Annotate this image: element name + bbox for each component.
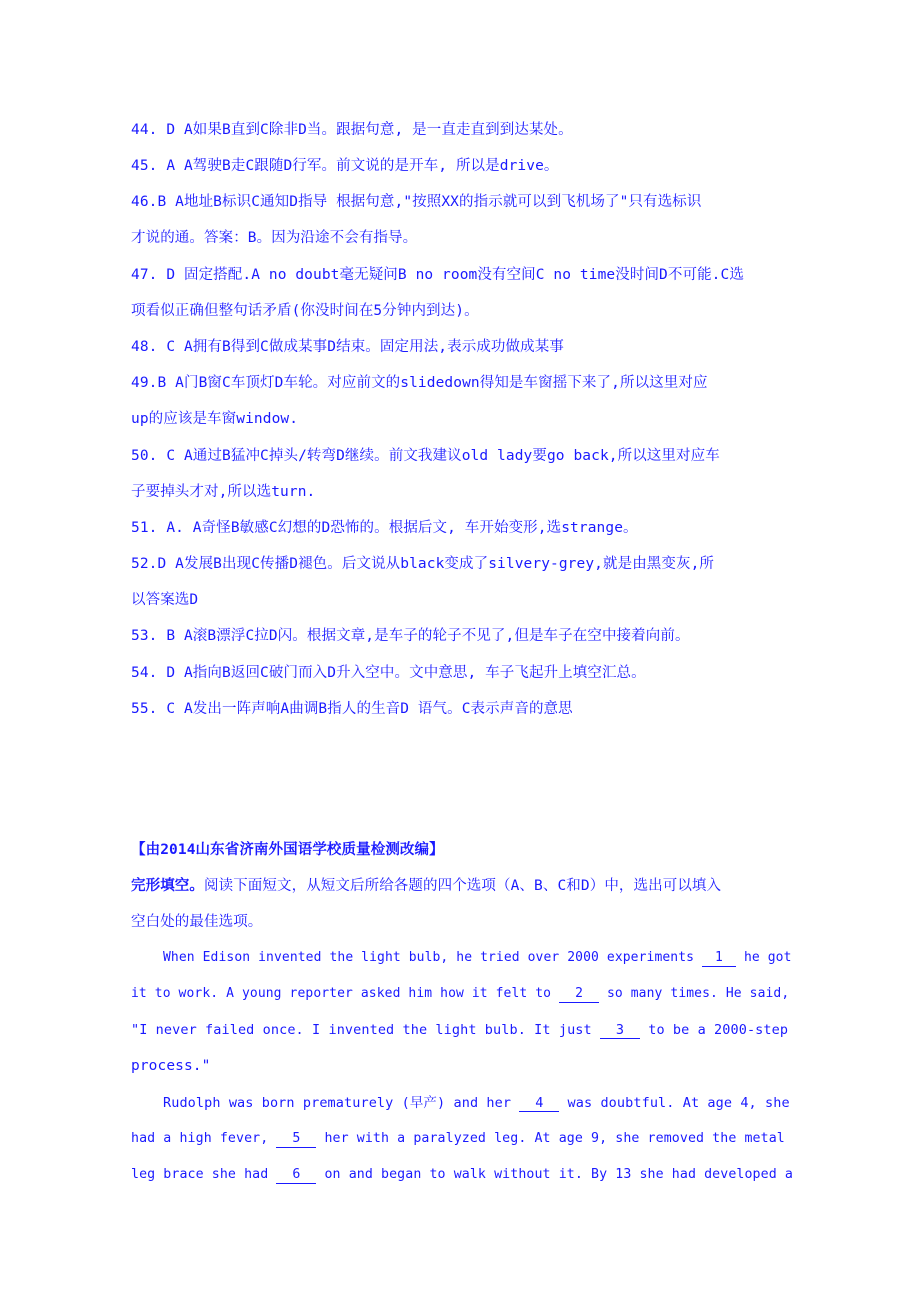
answer-line-46-cont: 才说的通。答案：B。因为沿途不会有指导。 (131, 230, 418, 246)
answer-line-52: 52.D A发展B出现C传播D褪色。后文说从black变成了silvery-grey,就是由黑变灰,所 (131, 556, 715, 572)
instructions-line-2: 空白处的最佳选项。 (131, 914, 263, 930)
passage-text: it to work. A young reporter asked him how it felt to (131, 986, 560, 1001)
passage-line (131, 1165, 793, 1185)
passage-line: process." (131, 1058, 211, 1074)
answer-line-53: 53. B A滚B漂浮C拉D闪。根据文章,是车子的轮子不见了,但是车子在空中接着向前。 (131, 628, 690, 644)
answer-line-52-cont: 以答案选D (131, 592, 199, 608)
blank-2: 2 (559, 986, 599, 1003)
instructions-text: 阅读下面短文，从短文后所给各题的四个选项（A、B、C和D）中，选出可以填入 (204, 878, 722, 894)
passage-text: was doubtful. At age 4, she (559, 1095, 790, 1111)
blank-5: 5 (276, 1131, 316, 1148)
passage-text: Rudolph was born prematurely (早产) and her (163, 1095, 520, 1111)
passage-text: her with a paralyzed leg. At age 9, she removed the metal (316, 1131, 785, 1146)
answer-line-49: 49.B A门B窗C车顶灯D车轮。对应前文的slidedown得知是车窗摇下来了,所以这里对应 (131, 375, 708, 391)
answer-line-48: 48. C A拥有B得到C做成某事D结束。固定用法,表示成功做成某事 (131, 339, 564, 355)
passage-text: had a high fever, (131, 1131, 277, 1146)
answer-line-49-cont: up的应该是车窗window. (131, 411, 299, 427)
passage-line (163, 1093, 793, 1113)
answer-line-54: 54. D A指向B返回C破门而入D升入空中。文中意思, 车子飞起升上填空汇总。 (131, 665, 646, 681)
answer-line-46: 46.B A地址B标识C通知D指导 根据句意,"按照XX的指示就可以到飞机场了"只有选标识 (131, 194, 702, 210)
cloze-label: 完形填空。 (131, 878, 204, 894)
passage-text: "I never failed once. I invented the light bulb. It just (131, 1022, 600, 1038)
passage-text: When Edison invented the light bulb, he tried over 2000 experiments (163, 950, 703, 965)
answer-line-47: 47. D 固定搭配.A no doubt毫无疑问B no room没有空间C no time没时间D不可能.C选 (131, 267, 744, 283)
blank-3: 3 (600, 1022, 640, 1039)
source-heading: 【由2014山东省济南外国语学校质量检测改编】 (131, 842, 444, 858)
passage-text: on and began to walk without it. By 13 she had developed a (316, 1167, 793, 1182)
answer-line-51: 51. A. A奇怪B敏感C幻想的D恐怖的。根据后文, 车开始变形,选strange。 (131, 520, 638, 536)
instructions-line-1 (131, 876, 793, 896)
answer-line-50-cont: 子要掉头才对,所以选turn. (131, 484, 316, 500)
passage-line (131, 984, 793, 1004)
blank-6: 6 (276, 1167, 316, 1184)
passage-text: so many times. He said, (599, 986, 790, 1001)
passage-text: he got (736, 950, 792, 965)
answer-line-50: 50. C A通过B猛冲C掉头/转弯D继续。前文我建议old lady要go back,所以这里对应车 (131, 448, 720, 464)
passage-line (131, 1129, 793, 1149)
passage-text: to be a 2000-step (639, 1022, 789, 1038)
answer-line-47-cont: 项看似正确但整句话矛盾(你没时间在5分钟内到达)。 (131, 303, 479, 319)
blank-1: 1 (702, 950, 736, 967)
passage-text: leg brace she had (131, 1167, 277, 1182)
passage-line (131, 1020, 793, 1040)
blank-4: 4 (519, 1095, 559, 1112)
passage-line (163, 948, 793, 968)
answer-line-45: 45. A A驾驶B走C跟随D行军。前文说的是开车, 所以是drive。 (131, 158, 559, 174)
answer-line-55: 55. C A发出一阵声响A曲调B指人的生音D 语气。C表示声音的意思 (131, 701, 573, 717)
answer-line-44: 44. D A如果B直到C除非D当。跟据句意, 是一直走直到到达某处。 (131, 122, 573, 138)
